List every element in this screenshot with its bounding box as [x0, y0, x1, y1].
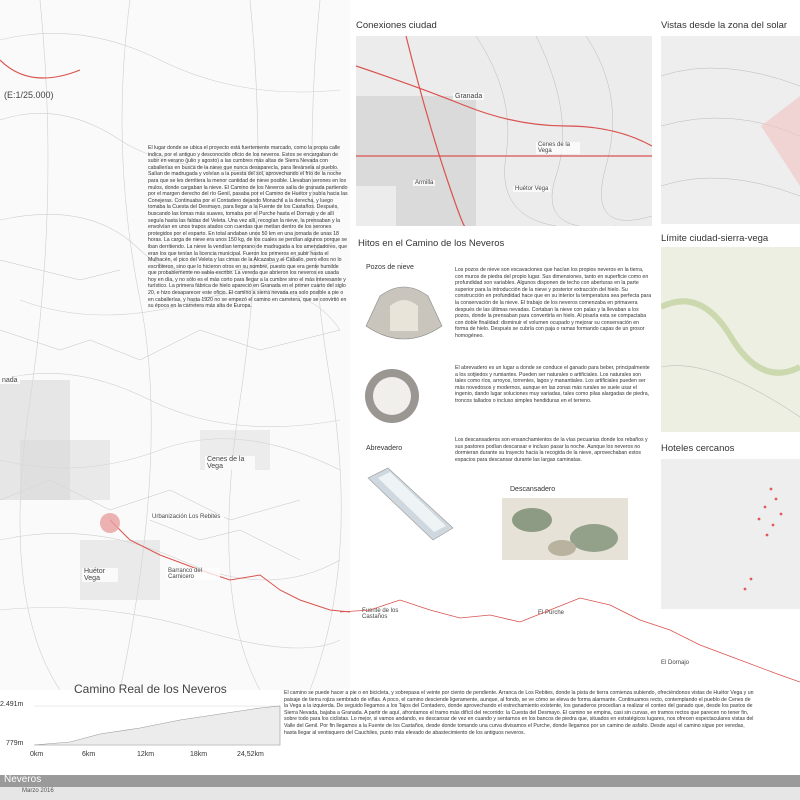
profile-bottom-elevation: 779m: [6, 740, 24, 747]
limite-title: Límite ciudad-sierra-vega: [661, 233, 769, 244]
label-dornajo: El Dornajo: [661, 660, 690, 666]
pozos-section-image: [360, 276, 448, 356]
profile-title: Camino Real de los Neveros: [74, 682, 227, 696]
conexiones-drawing: [356, 36, 652, 226]
label-granada: nada: [2, 377, 18, 384]
conex-armilla: Armilla: [415, 180, 434, 186]
limite-map[interactable]: [661, 247, 800, 432]
tick-3: 18km: [190, 751, 208, 758]
pozos-plan-image: [362, 366, 422, 426]
conex-granada: Granada: [455, 93, 483, 100]
footer-title: Neveros: [4, 774, 42, 785]
footer-sub-bar: [0, 787, 800, 800]
hoteles-map[interactable]: [661, 459, 800, 609]
route-line: [0, 60, 80, 78]
descansadero-label: Descansadero: [510, 486, 556, 493]
hoteles-title: Hoteles cercanos: [661, 443, 735, 454]
descansadero-image: [502, 498, 628, 560]
profile-top-elevation: 2.491m: [0, 701, 24, 708]
camino-text: El camino se puede hacer a pie o en bicicleta, y sobrepasa el veinte por ciento de pendiente. Arranca de Los Rebites, donde la pista de tierra comienza subiendo, ofreciéndonos vistas de Huétor Vega y un paisaje de tierra rojiza sembrado de viñas. A poco, el camino desciende ligeramente, aunque, al fondo, se ve cómo se eleva de forma alarmante. Continuamos recto, contemplando el pueblo de Cenes de la Vega a la izquierda. De seguido llegamos a los Tajos del Contadero, donde aprovechando el estrechamiento existente, los ganaderos procedían a realizar el conteo del ganado que, desde los pastos de Sierra Nevada, bajaba a Granada. A partir de aquí, afrontamos el tramo más difícil del recorrido: la Cuesta del Desmayo. El camino se empina, casi sin curvas, en tramos rectos que parecen no tener fin, sobre todo para los ciclistas. Lo mejor, si vamos andando, es descansar de vez en cuando y sentarnos en los bancos de piedra que, situados en estratégicos lugares, nos ofrecen espectaculares vistas del Valle del Genil. Por fin llegamos a la Fuente de los Castaños, desde donde tomando una curva divisamos el Purche, donde llegamos por un camino de asfalto. Desde aquí el camino sigue por veredas, hasta llegar al ventisquero del Cauchiles, punto más elevado de abastecimiento de los antiguos neveros.: [284, 690, 754, 736]
conex-cenes: Cenes de la Vega: [536, 142, 580, 154]
label-fuente: Fuente de los Castaños: [360, 608, 424, 620]
intro-paragraph: El lugar donde se ubica el proyecto está fuertemente marcado, como la propia calle indica, por el antiguo y desconocido oficio de los neveros. Estos se encargaban de subir en verano (julio y agosto) a las cumbres más altas de Sierra Nevada con caballerías en busca de la nieve que nunca desaparecía, para llevársela al pueblo. Salían de madrugada y volvían a la puesta del sol, aprovechando el frío de la noche para que se les derritiera la menor cantidad de nieve posible. Llevaban serones en los mulos, donde cargaban la nieve. El Camino de los Neveros salía de granada partiendo por el margen derecho del río Genil, pasaba por el Camino de Huétor y subía hacia las Conejeras. Continuaba por el Contadero dejando Monachil a la derecha, y luego tomaba la Cuesta del Desmayo, para llegar a la Fuente de los Castaños. Después, buscando las lomas más suaves, tomaba por el Purche hasta el Dornajo y de allí seguía hasta las faldas del Veleta. Una vez allí, recogían la nieve, la prensaban y la envolvían en unos trapos atados con cuerdas que metían dentro de los serones protegidos por el esparto. En total andaban unos 50 km en una jornada de unas 18 horas. La carga de nieve era unos 150 kg, de los cuales se perdían algunos porque se iban derritiendo. La nieve la vendían temprano de madrugada a los amendadores, que eran los que tenían la licencia municipal. Fueron los primeros en subir hasta el Mulhacén, el pico del Veleta y las cimas de la Alcazaba y el Caballo, pero ellos no lo escribieron, sino que lo hicieron otros en su nombre, puesto que era gente humilde que probablemente no sabía escribir. La vereda que abrieron los neveros es usada hoy en día, y no sólo es el más corto para llegar a la cumbre sino el más interesante y turístico. La primera fábrica de hielo apareció en Granada en el primer cuarto del siglo 20, e hizo desaparecer este oficio. El camino a sierra nevada era solo posible a pie o en caballerías, y hasta 1920 no se empezó el camino en carretera, que se convirtió en su época en la carretera más alta de Europa.: [148, 145, 348, 310]
vistas-title: Vistas desde la zona del solar: [661, 20, 788, 31]
map-scale: (E:1/25.000): [4, 90, 54, 100]
map-drawing: [0, 0, 350, 690]
label-barranco: Barranco del Carnicero: [166, 568, 220, 580]
footer-date: Marzo 2016: [22, 788, 54, 794]
abrevadero-text: El abrevadero es un lugar a donde se conduce el ganado para beber, principalmente a los sotjiedos y rumiantes. Pueden ser naturales o artificiales. Los naturales son tales como ríos, arroyos, torrentes, lagos y manantiales. Los artificiales pueden ser más novedosos y modernos, aunque en las zonas más rurales se suele usar el ingenio, dando lugar soluciones muy variadas, tales como pilas alargadas de piedra, troncos tallados o incluso simples hendiduras en el terreno.: [455, 365, 650, 404]
tick-4: 24,52km: [237, 751, 264, 758]
tick-0: 0km: [30, 751, 44, 758]
elevation-profile-chart: [0, 690, 290, 760]
tick-1: 6km: [82, 751, 96, 758]
hitos-title: Hitos en el Camino de los Neveros: [358, 238, 505, 249]
label-cenes: Cenes de la Vega: [205, 456, 255, 470]
conexiones-map[interactable]: [356, 36, 652, 226]
label-purche: El Purche: [538, 610, 565, 616]
site-marker[interactable]: [100, 513, 120, 533]
label-huetor: Huétor Vega: [82, 568, 118, 582]
tick-2: 12km: [137, 751, 155, 758]
vistas-map[interactable]: [661, 36, 800, 224]
abrevadero-image: [358, 458, 458, 543]
conex-huetor: Huétor Vega: [515, 186, 549, 192]
pozos-label: Pozos de nieve: [366, 264, 414, 271]
descansadero-text: Los descansaderos son ensanchamientos de la vías pecuarias donde los rebaños y sus pastores podían descansar e incluso pasar la noche. Aunque los neveros no dormieran durante su trayecto hacia la recogida de la nieve, aprovechaban estos espacios para descansar durante las largas caminatas.: [455, 437, 648, 463]
label-urbanizacion: Urbanización Los Rebites: [150, 514, 224, 520]
pozos-text: Los pozos de nieve son excavaciones que hacían los propios neveros en la tierra, con muros de piedra del propio lugar. Sus dimensiones, tanto en superficie como en profundidad son variables. Algunos disponen de techo con aberturas en la parte superior para la introducción de la nieve y posterior extracción del hielo. Su construcción en profundidad hace que en su interior la temperatura sea perfecta para la conservación de la nieve. El trabajo de los neveros comenzaba en primavera después de las últimas nevadas. Cortaban la nieve con palas y la llevaban a los pozos, donde la prensaban para convertirla en hielo. Al pisarla esta se compactaba con doble finalidad: disminuir el volumen ocupado y mejorar su conservación en forma de hielo. Después se cubría con paja o ramas formando capas de un grosor homogéneo.: [455, 267, 652, 339]
abrevadero-label: Abrevadero: [366, 445, 403, 452]
conexiones-title: Conexiones ciudad: [356, 20, 437, 31]
base-map[interactable]: [0, 0, 350, 690]
